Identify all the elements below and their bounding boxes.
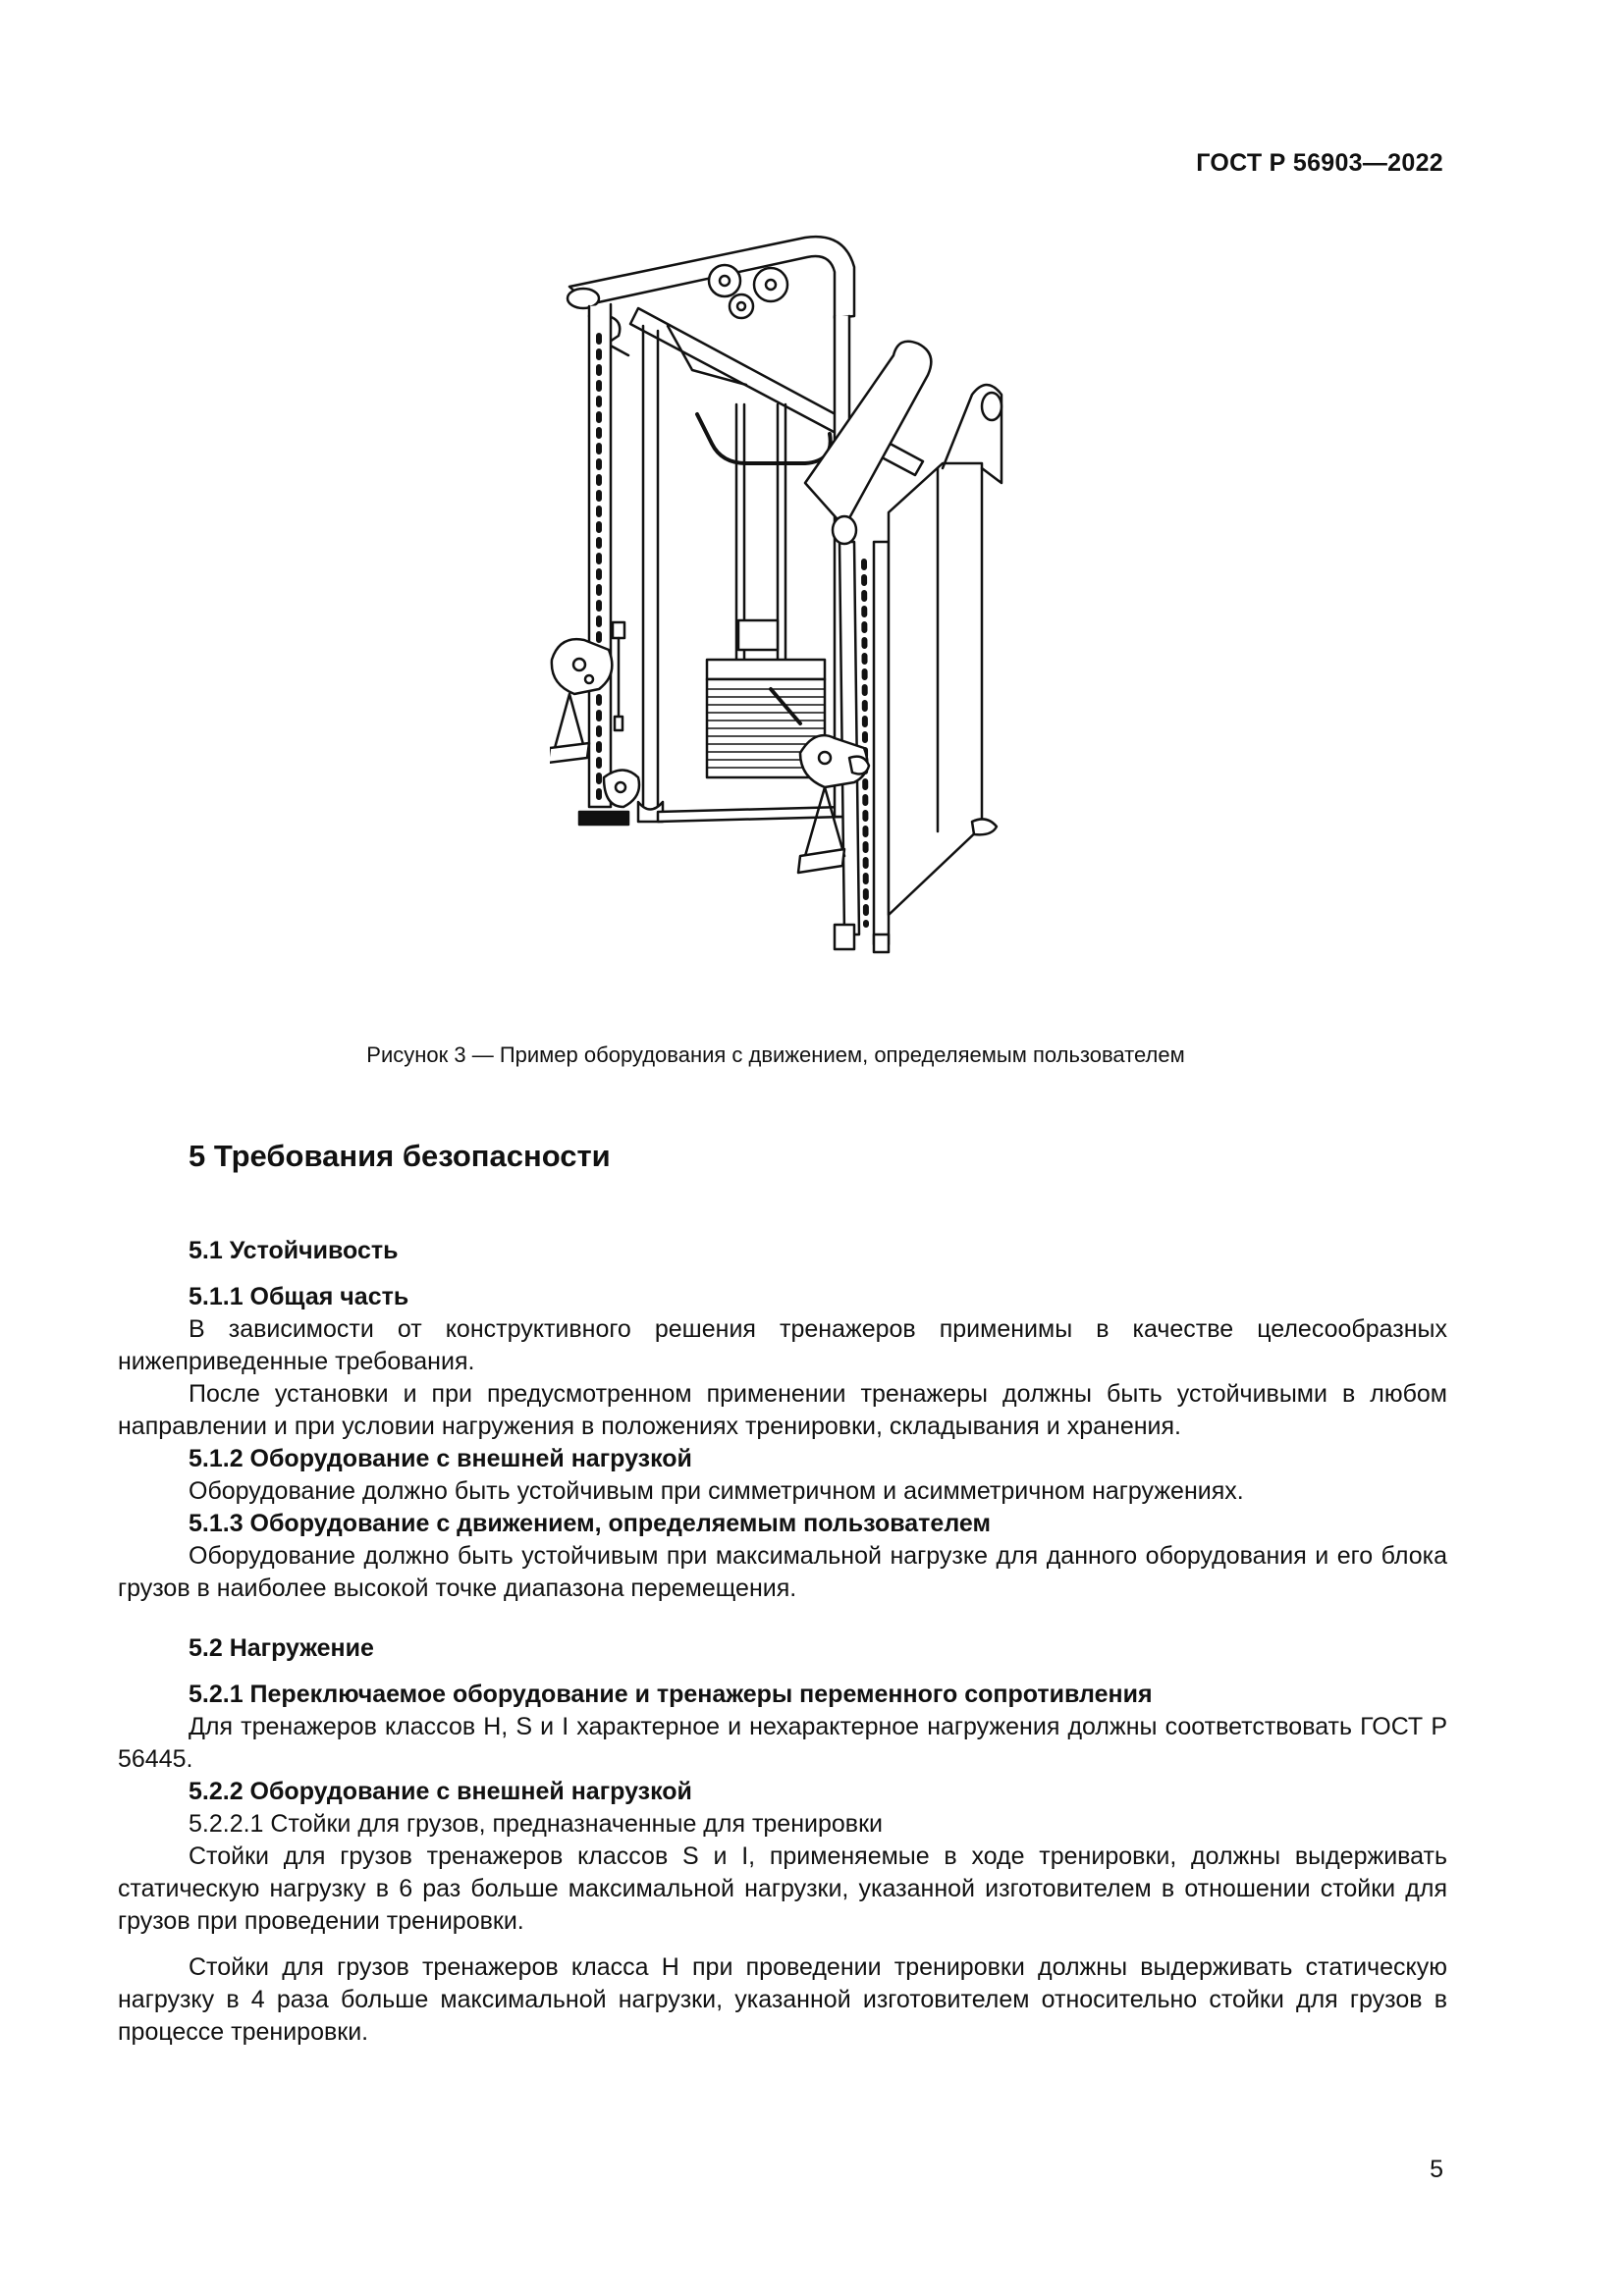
paragraph: Оборудование должно быть устойчивым при симметричном и асимметричном нагружениях. <box>189 1477 1244 1505</box>
paragraph: 5.2.2.1 Стойки для грузов, предназначенные для тренировки <box>189 1810 883 1838</box>
subclause-5-2-1-title: 5.2.1 Переключаемое оборудование и тренажеры переменного сопротивления <box>189 1681 1153 1708</box>
subclause-5-1-1-title: 5.1.1 Общая часть <box>189 1283 409 1310</box>
subclause-5-1-3-title: 5.1.3 Оборудование с движением, определяемым пользователем <box>189 1510 991 1537</box>
subclause-5-2-2-title: 5.2.2 Оборудование с внешней нагрузкой <box>189 1778 692 1805</box>
document-body <box>118 1137 1447 2049</box>
paragraph: В зависимости от конструктивного решения тренажеров применимы в качестве целесообразных нижеприведенные требования. <box>118 1315 1447 1375</box>
paragraph: Оборудование должно быть устойчивым при максимальной нагрузке для данного оборудования и его блока грузов в наиболее высокой точке диапазона перемещения. <box>118 1542 1447 1602</box>
clause-5-2-title: 5.2 Нагружение <box>189 1634 374 1662</box>
figure-3-equipment-drawing <box>550 228 1021 999</box>
paragraph: Для тренажеров классов H, S и I характерное и нехарактерное нагружения должны соответствовать ГОСТ Р 56445. <box>118 1713 1447 1773</box>
section-title: 5 Требования безопасности <box>189 1139 611 1173</box>
paragraph: Стойки для грузов тренажеров классов S и I, применяемые в ходе тренировки, должны выдерживать статическую нагрузку в 6 раз больше максимальной нагрузки, указанной изготовителем в отношении стойки для грузов при проведении тренировки. <box>118 1842 1447 1935</box>
document-code: ГОСТ Р 56903—2022 <box>1196 149 1443 177</box>
clause-5-1-title: 5.1 Устойчивость <box>189 1237 399 1264</box>
page-number: 5 <box>1430 2156 1443 2183</box>
paragraph: Стойки для грузов тренажеров класса H при проведении тренировки должны выдерживать статическую нагрузку в 4 раза больше максимальной нагрузки, указанной изготовителем относительно стойки для грузов в процессе тренировки. <box>118 1953 1447 2046</box>
paragraph: После установки и при предусмотренном применении тренажеры должны быть устойчивыми в любом направлении и при условии нагружения в положениях тренировки, складывания и хранения. <box>118 1380 1447 1440</box>
figure-caption: Рисунок 3 — Пример оборудования с движением, определяемым пользователем <box>366 1042 1185 1067</box>
subclause-5-1-2-title: 5.1.2 Оборудование с внешней нагрузкой <box>189 1445 692 1472</box>
